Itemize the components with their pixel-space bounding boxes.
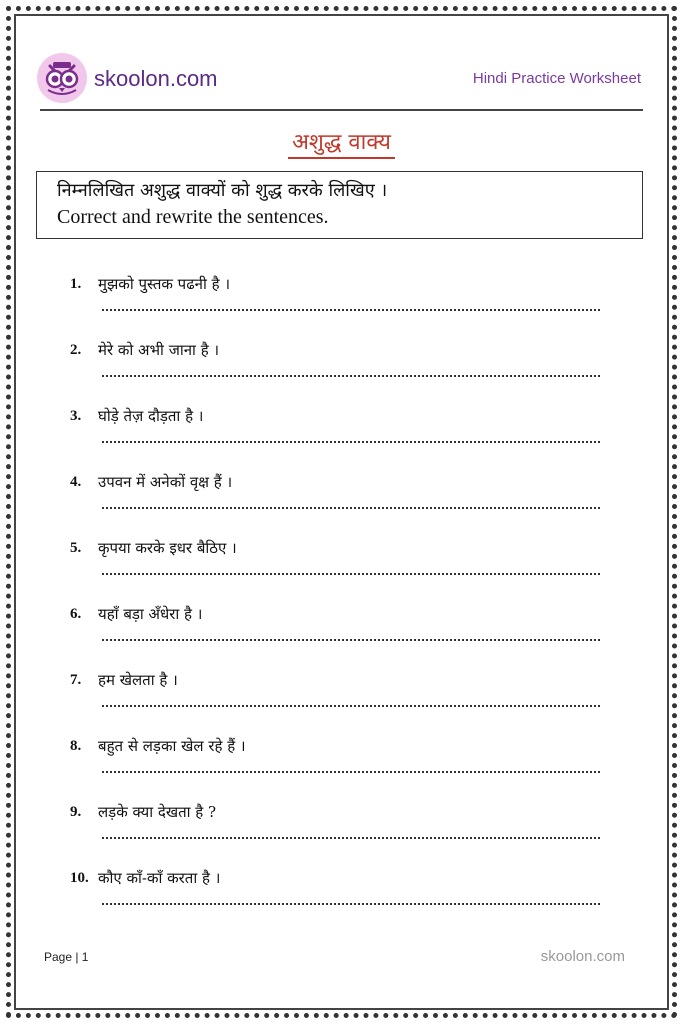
answer-line[interactable] [102,903,600,905]
footer-site: skoolon.com [540,948,625,965]
question-text: यहाँ बड़ा अँधेरा है । [98,605,203,623]
header-divider [40,109,643,111]
question-item [70,403,610,469]
page-number: Page | 1 [44,950,89,964]
answer-line[interactable] [102,771,600,773]
answer-line[interactable] [102,705,600,707]
question-text: कौए काँ-काँ करता है । [98,869,221,887]
question-text: उपवन में अनेकों वृक्ष हैं । [98,473,233,491]
instructions-english: Correct and rewrite the sentences. [57,206,329,228]
question-text: बहुत से लड़का खेल रहे हैं । [98,737,246,755]
answer-line[interactable] [102,441,600,443]
question-item [70,865,610,931]
site-name: skoolon.com [94,66,218,91]
instructions-box [36,171,643,239]
question-number: 7. [70,672,82,688]
question-text: लड़के क्या देखता है ? [98,803,217,821]
question-number: 5. [70,540,82,556]
question-number: 6. [70,606,82,622]
page-title [0,126,683,156]
question-text: हम खेलता है । [98,671,178,689]
question-number: 2. [70,342,82,358]
question-number: 10. [70,870,89,886]
answer-line[interactable] [102,375,600,377]
question-item [70,535,610,601]
question-item [70,733,610,799]
worksheet-label: Hindi Practice Worksheet [472,70,641,87]
question-text: मुझको पुस्तक पढनी है । [98,275,231,293]
answer-line[interactable] [102,837,600,839]
question-number: 4. [70,474,82,490]
question-number: 8. [70,738,82,754]
question-item [70,601,610,667]
question-item [70,799,610,865]
question-item [70,667,610,733]
page-title-text: अशुद्ध वाक्य [288,130,395,159]
question-number: 3. [70,408,82,424]
question-text: घोड़े तेज़ दौड़ता है । [98,407,204,425]
question-text: मेरे को अभी जाना है । [98,341,220,359]
question-number: 9. [70,804,82,820]
question-item [70,469,610,535]
question-item [70,271,610,337]
question-text: कृपया करके इधर बैठिए । [98,539,237,557]
answer-line[interactable] [102,507,600,509]
owl-logo-icon [36,52,88,104]
instructions-hindi: निम्नलिखित अशुद्ध वाक्यों को शुद्ध करके लिखिए । [57,180,388,201]
answer-line[interactable] [102,573,600,575]
question-number: 1. [70,276,82,292]
question-item [70,337,610,403]
answer-line[interactable] [102,639,600,641]
answer-line[interactable] [102,309,600,311]
